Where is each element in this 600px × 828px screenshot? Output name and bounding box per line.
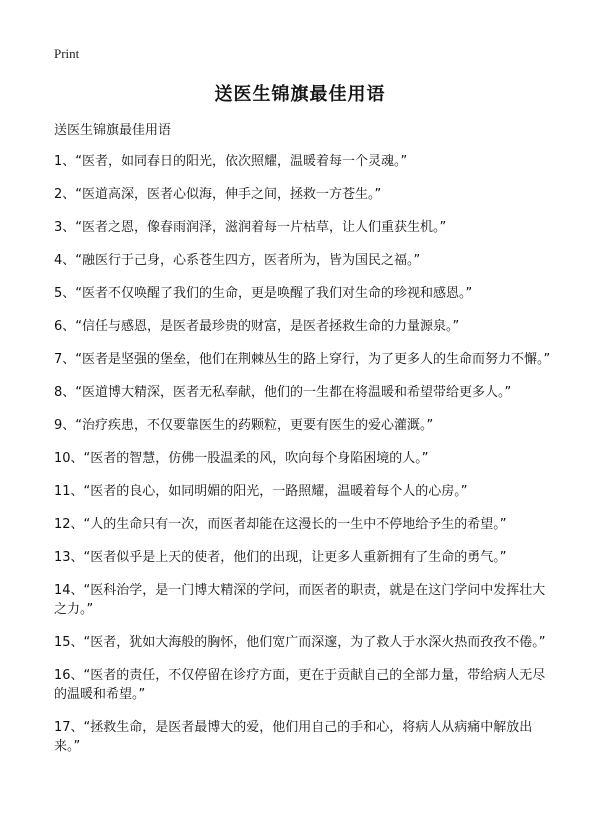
list-item: 8、“医道博大精深，医者无私奉献，他们的一生都在将温暖和希望带给更多人。”	[54, 385, 512, 400]
list-item: 17、“拯救生命，是医者最博大的爱，他们用自己的手和心，将病人从病痛中解放出来。”	[54, 720, 533, 754]
list-item: 11、“医者的良心，如同明媚的阳光，一路照耀，温暖着每个人的心房。”	[54, 484, 468, 499]
page-subtitle: 送医生锦旗最佳用语	[54, 123, 172, 138]
phrase-list	[54, 152, 554, 770]
print-link[interactable]: Print	[54, 46, 80, 61]
list-item: 5、“医者不仅唤醒了我们的生命，更是唤醒了我们对生命的珍视和感恩。”	[54, 286, 473, 301]
list-item: 2、“医道高深，医者心似海，伸手之间，拯救一方苍生。”	[54, 187, 382, 202]
list-item: 3、“医者之恩，像春雨润泽，滋润着每一片枯草，让人们重获生机。”	[54, 220, 447, 235]
list-item: 1、“医者，如同春日的阳光，依次照耀，温暖着每一个灵魂。”	[54, 154, 408, 169]
list-item: 6、“信任与感恩，是医者最珍贵的财富，是医者拯救生命的力量源泉。”	[54, 319, 460, 334]
list-item: 9、“治疗疾患，不仅要靠医生的药颗粒，更要有医生的爱心灌溉。”	[54, 418, 434, 433]
list-item: 13、“医者似乎是上天的使者，他们的出现，让更多人重新拥有了生命的勇气。”	[54, 550, 507, 565]
list-item: 4、“融医行于己身，心系苍生四方，医者所为，皆为国民之福。”	[54, 253, 421, 268]
list-item: 12、“人的生命只有一次，而医者却能在这漫长的一生中不停地给予生的希望。”	[54, 517, 507, 532]
list-item: 15、“医者，犹如大海般的胸怀，他们宽广而深邃，为了救人于水深火热而孜孜不倦。”	[54, 635, 546, 650]
list-item: 16、“医者的责任，不仅停留在诊疗方面，更在于贡献自己的全部力量，带给病人无尽的温暖和希望。”	[54, 668, 546, 702]
list-item: 14、“医科治学，是一门博大精深的学问，而医者的职责，就是在这门学问中发挥壮大之力。”	[54, 583, 546, 617]
list-item: 7、“医者是坚强的堡垒，他们在荆棘丛生的路上穿行，为了更多人的生命而努力不懈。”	[54, 352, 551, 367]
page-title: 送医生锦旗最佳用语	[214, 84, 386, 105]
list-item: 10、“医者的智慧，仿佛一股温柔的风，吹向每个身陷困境的人。”	[54, 451, 429, 466]
